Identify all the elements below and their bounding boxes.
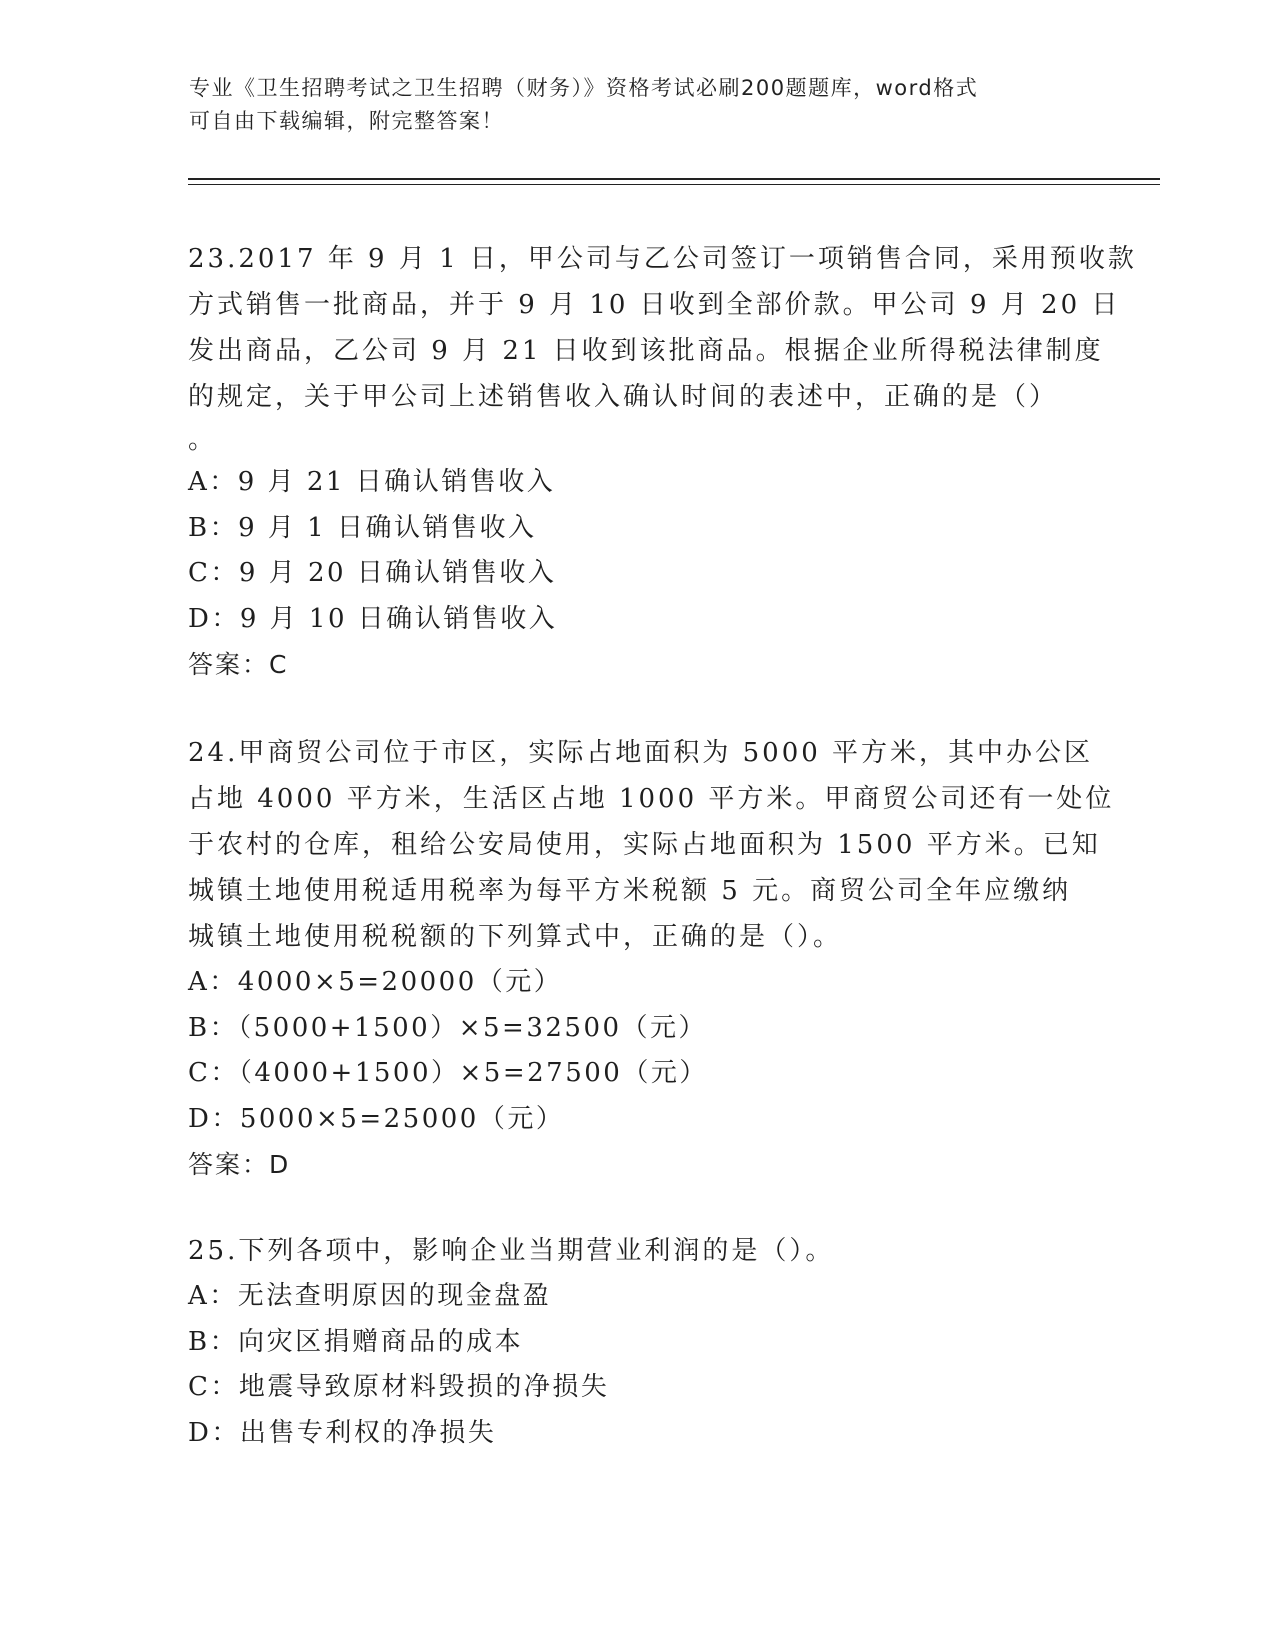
header-rule-thin (188, 184, 1160, 185)
header-line-2: 可自由下载编辑，附完整答案！ (189, 109, 504, 133)
question-24-stem-line: 24.甲商贸公司位于市区，实际占地面积为 5000 平方米，其中办公区 (188, 738, 1094, 768)
document-header (189, 72, 1089, 138)
question-25-option-c: C：地震导致原材料毁损的净损失 (188, 1372, 610, 1402)
question-24-stem-line: 于农村的仓库，租给公安局使用，实际占地面积为 1500 平方米。已知 (188, 830, 1101, 860)
question-23-option-d: D：9 月 10 日确认销售收入 (188, 603, 558, 634)
question-23-answer: 答案：C (188, 650, 289, 679)
question-23-stem-line: 23.2017 年 9 月 1 日，甲公司与乙公司签订一项销售合同，采用预收款 (188, 244, 1137, 274)
question-23-stem-line: 的规定，关于甲公司上述销售收入确认时间的表述中，正确的是（） (188, 382, 1059, 412)
question-gap (188, 1188, 1108, 1228)
question-23-stem-line: 。 (188, 425, 217, 455)
question-23-option-c: C：9 月 20 日确认销售收入 (188, 558, 557, 588)
header-rule-thick (188, 178, 1160, 180)
question-24-option-b: B：（5000+1500）×5=32500（元） (188, 1012, 708, 1043)
question-23-option-b: B：9 月 1 日确认销售收入 (188, 512, 537, 543)
question-25 (188, 1228, 1108, 1456)
question-25-option-a: A：无法查明原因的现金盘盈 (188, 1281, 552, 1311)
question-24-option-d: D：5000×5=25000（元） (188, 1103, 565, 1134)
question-list (188, 236, 1137, 1456)
question-24 (188, 730, 1115, 1188)
question-24-stem-line: 占地 4000 平方米，生活区占地 1000 平方米。甲商贸公司还有一处位 (188, 784, 1115, 814)
question-24-answer: 答案：D (188, 1150, 291, 1179)
question-24-option-c: C：（4000+1500）×5=27500（元） (188, 1058, 708, 1088)
question-23-option-a: A：9 月 21 日确认销售收入 (188, 467, 556, 497)
question-24-option-a: A：4000×5=20000（元） (188, 967, 563, 997)
header-line-1: 专业《卫生招聘考试之卫生招聘（财务）》资格考试必刷200题题库，word格式 (189, 76, 979, 100)
question-23 (188, 236, 1137, 688)
question-24-stem-line: 城镇土地使用税适用税率为每平方米税额 5 元。商贸公司全年应缴纳 (188, 876, 1072, 906)
question-24-stem-line: 城镇土地使用税税额的下列算式中，正确的是（）。 (188, 922, 843, 952)
question-23-stem-line: 方式销售一批商品，并于 9 月 10 日收到全部价款。甲公司 9 月 20 日 (188, 290, 1121, 320)
question-gap (188, 688, 1108, 730)
question-25-option-d: D：出售专利权的净损失 (188, 1417, 497, 1448)
question-25-stem-line: 25.下列各项中，影响企业当期营业利润的是（）。 (188, 1236, 835, 1266)
question-23-stem-line: 发出商品，乙公司 9 月 21 日收到该批商品。根据企业所得税法律制度 (188, 336, 1104, 366)
question-25-option-b: B：向灾区捐赠商品的成本 (188, 1326, 524, 1357)
